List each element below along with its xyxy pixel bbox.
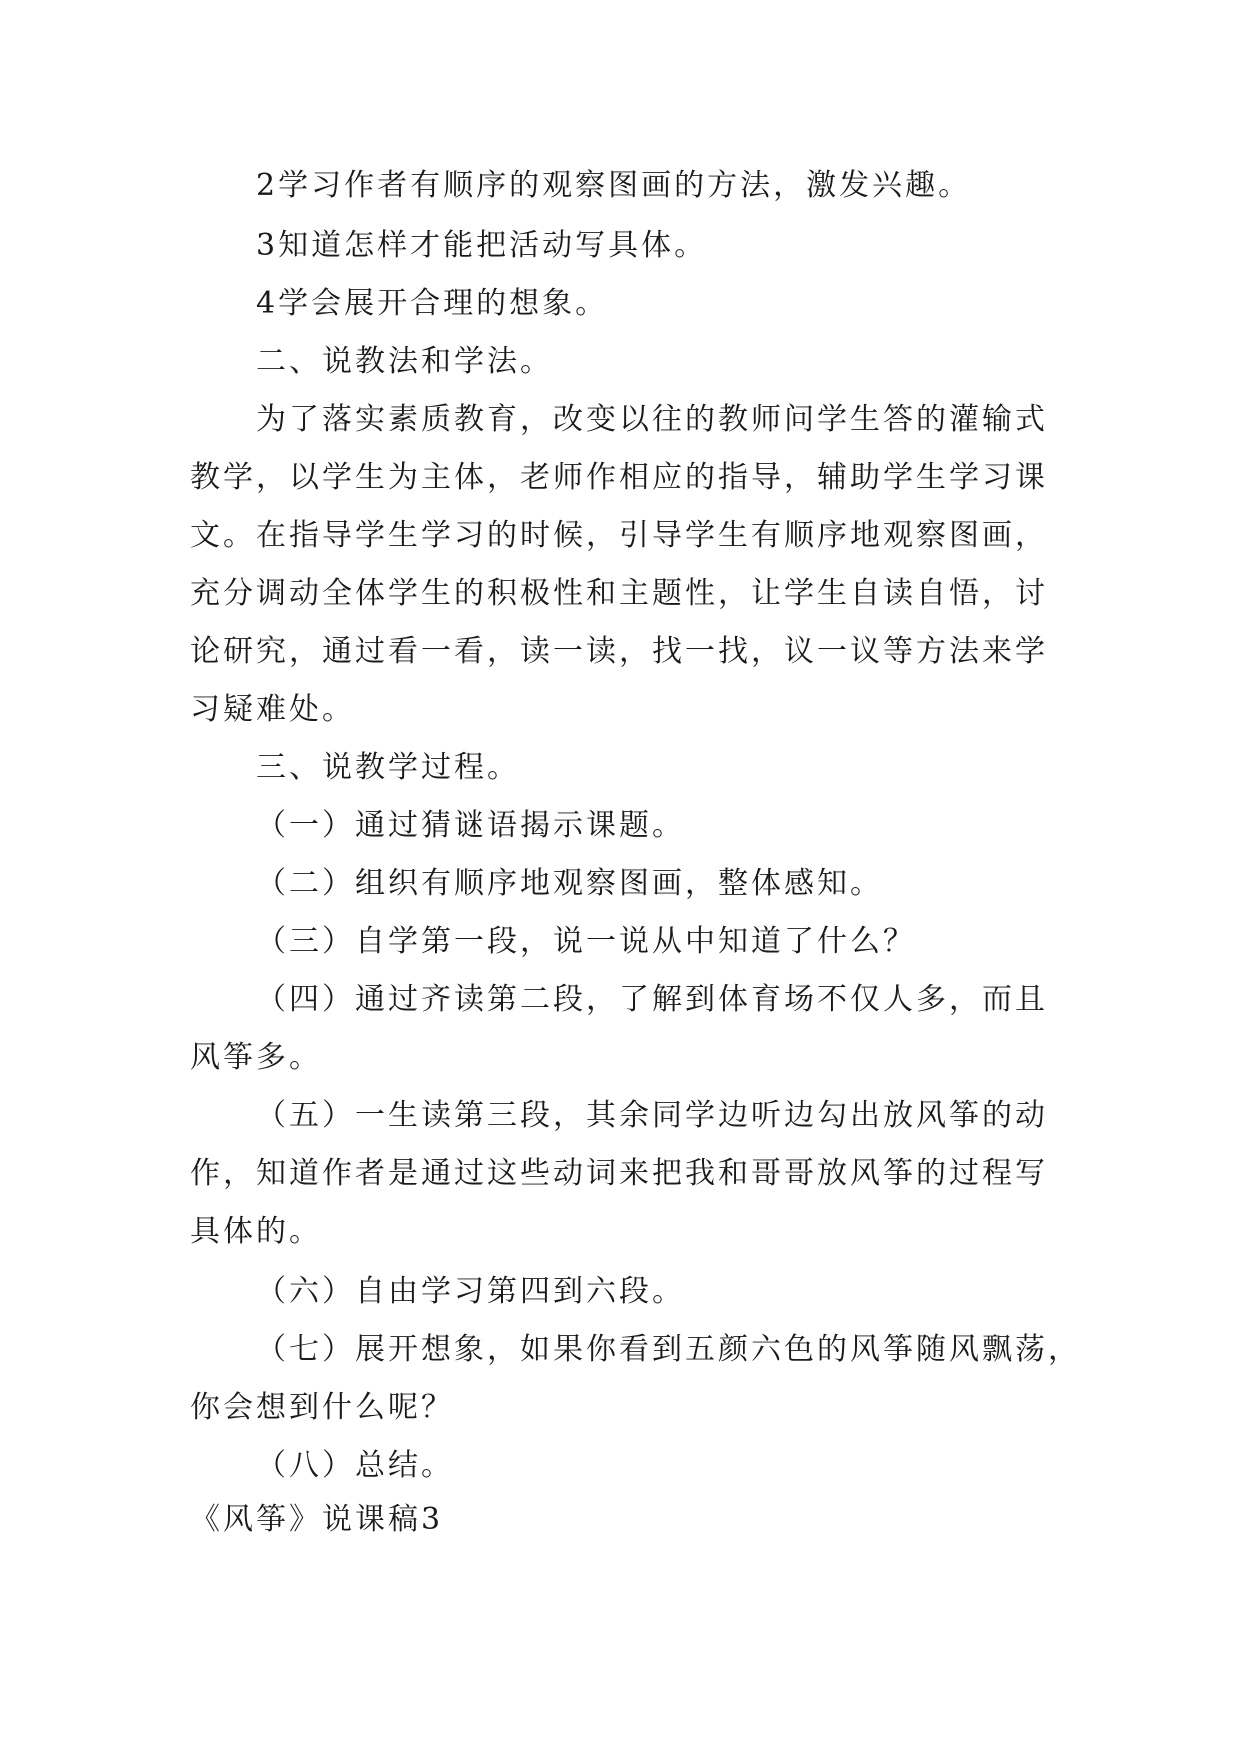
list-item: （六）自由学习第四到六段。	[256, 1274, 685, 1309]
paragraph-line: 为了落实素质教育，改变以往的教师问学生答的灌输式	[256, 402, 1048, 437]
paragraph-line: 2学习作者有顺序的观察图画的方法，激发兴趣。	[256, 168, 972, 203]
section-heading: 三、说教学过程。	[256, 750, 520, 785]
list-item: （四）通过齐读第二段，了解到体育场不仅人多，而且	[256, 982, 1048, 1017]
paragraph-line: 充分调动全体学生的积极性和主题性，让学生自读自悟，讨	[190, 576, 1048, 611]
paragraph-line: 论研究，通过看一看，读一读，找一找，议一议等方法来学	[190, 634, 1048, 669]
section-heading: 二、说教法和学法。	[256, 344, 553, 379]
paragraph-line: 你会想到什么呢？	[190, 1390, 454, 1425]
paragraph-line: 具体的。	[190, 1214, 322, 1249]
list-item: （三）自学第一段，说一说从中知道了什么？	[256, 924, 916, 959]
paragraph-line: 3知道怎样才能把活动写具体。	[256, 228, 708, 263]
list-item: （五）一生读第三段，其余同学边听边勾出放风筝的动	[256, 1098, 1048, 1133]
paragraph-line: 文。在指导学生学习的时候，引导学生有顺序地观察图画，	[190, 518, 1048, 553]
paragraph-line: 4学会展开合理的想象。	[256, 286, 609, 321]
paragraph-line: 习疑难处。	[190, 692, 355, 727]
paragraph-line: 作，知道作者是通过这些动词来把我和哥哥放风筝的过程写	[190, 1156, 1048, 1191]
list-item: （七）展开想象，如果你看到五颜六色的风筝随风飘荡，	[256, 1332, 1081, 1367]
paragraph-line: 风筝多。	[190, 1040, 322, 1075]
list-item: （二）组织有顺序地观察图画，整体感知。	[256, 866, 883, 901]
list-item: （一）通过猜谜语揭示课题。	[256, 808, 685, 843]
list-item: （八）总结。	[256, 1448, 454, 1483]
paragraph-line: 教学，以学生为主体，老师作相应的指导，辅助学生学习课	[190, 460, 1048, 495]
document-title: 《风筝》说课稿3	[190, 1502, 444, 1537]
